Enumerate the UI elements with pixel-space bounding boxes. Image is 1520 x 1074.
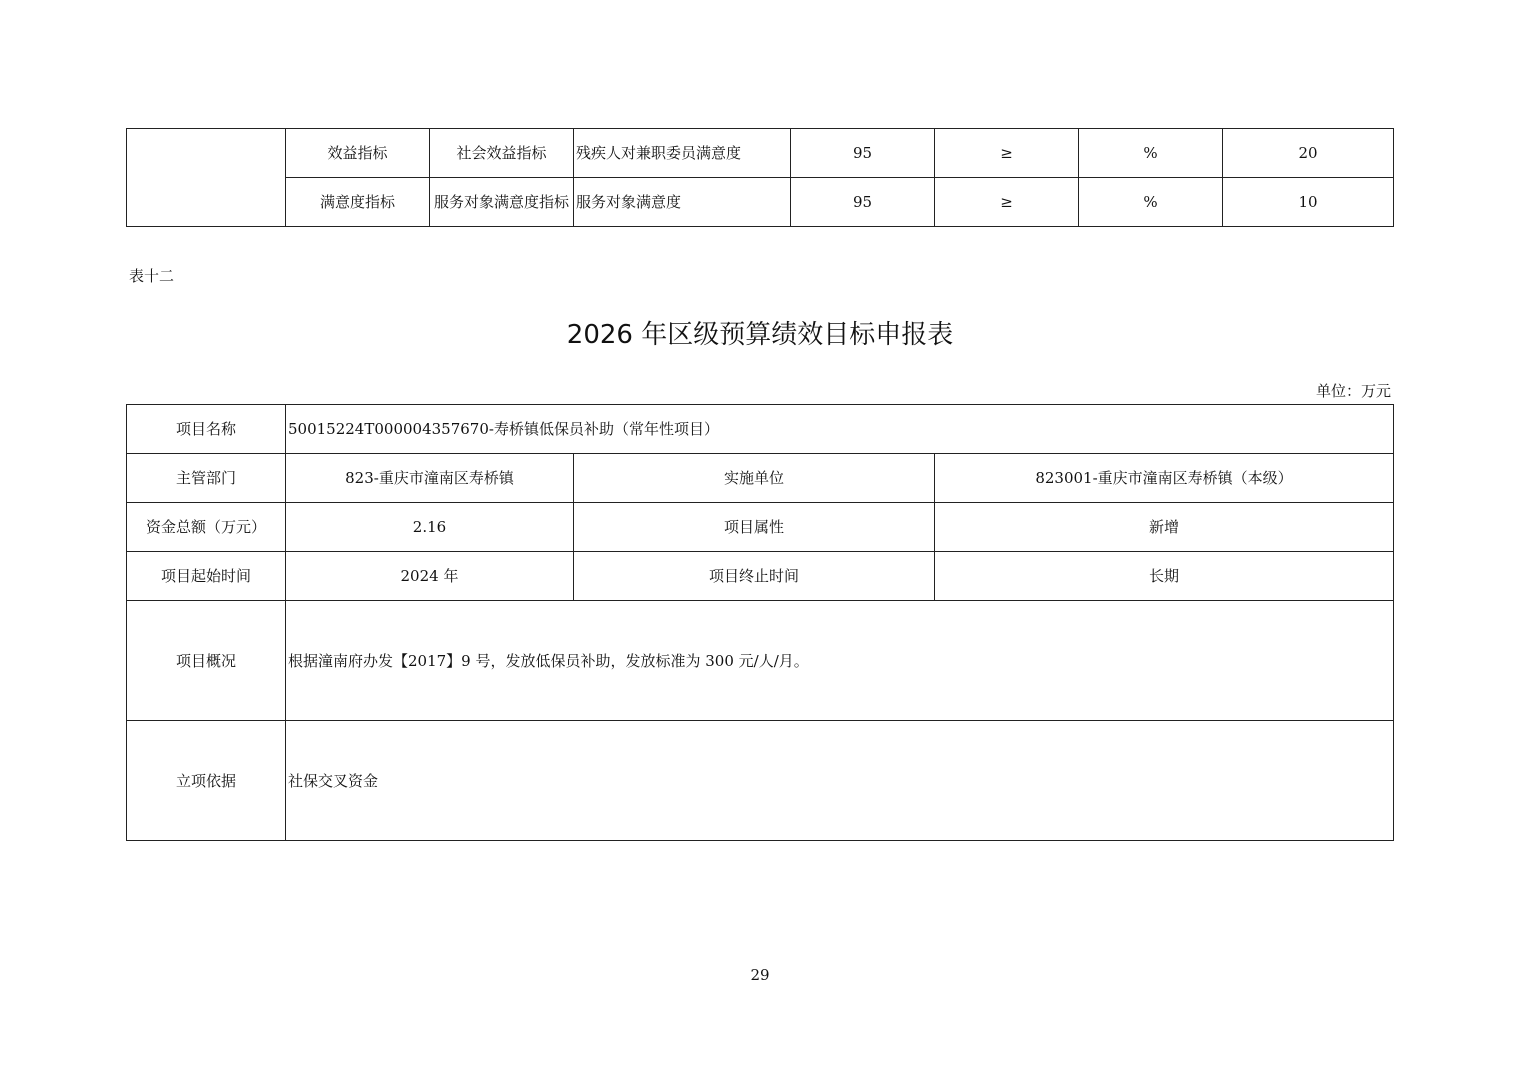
table-row [127, 552, 1394, 601]
blank-cell [127, 129, 286, 227]
start-time-value: 2024 年 [286, 552, 574, 601]
indicator-category: 满意度指标 [286, 178, 430, 227]
indicator-operator: ≥ [935, 178, 1079, 227]
indicator-weight: 10 [1223, 178, 1394, 227]
indicator-category: 效益指标 [286, 129, 430, 178]
indicator-operator: ≥ [935, 129, 1079, 178]
table-row [127, 405, 1394, 454]
indicator-subcategory: 服务对象满意度指标 [430, 178, 574, 227]
indicator-value: 95 [791, 178, 935, 227]
fund-total-value: 2.16 [286, 503, 574, 552]
budget-application-table [126, 404, 1394, 841]
indicator-name: 残疾人对兼职委员满意度 [574, 129, 791, 178]
indicator-value: 95 [791, 129, 935, 178]
table-row [127, 178, 1394, 227]
project-name-value: 50015224T000004357670-寿桥镇低保员补助（常年性项目） [286, 405, 1394, 454]
project-attribute-label: 项目属性 [574, 503, 935, 552]
basis-label: 立项依据 [127, 721, 286, 841]
indicator-subcategory: 社会效益指标 [430, 129, 574, 178]
table-row [127, 721, 1394, 841]
unit-label: 单位：万元 [1315, 382, 1391, 400]
indicator-name: 服务对象满意度 [574, 178, 791, 227]
table-row [127, 129, 1394, 178]
indicator-unit: % [1079, 129, 1223, 178]
overview-value: 根据潼南府办发【2017】9 号，发放低保员补助，发放标准为 300 元/人/月。 [286, 601, 1394, 721]
page-number: 29 [750, 966, 770, 984]
indicator-weight: 20 [1223, 129, 1394, 178]
project-attribute-value: 新增 [935, 503, 1394, 552]
department-label: 主管部门 [127, 454, 286, 503]
overview-label: 项目概况 [127, 601, 286, 721]
end-time-value: 长期 [935, 552, 1394, 601]
implementing-unit-label: 实施单位 [574, 454, 935, 503]
page-title: 2026 年区级预算绩效目标申报表 [566, 320, 954, 350]
indicator-unit: % [1079, 178, 1223, 227]
table-number: 表十二 [129, 267, 175, 285]
table-row [127, 601, 1394, 721]
basis-value: 社保交叉资金 [286, 721, 1394, 841]
implementing-unit-value: 823001-重庆市潼南区寿桥镇（本级） [935, 454, 1394, 503]
table-row [127, 454, 1394, 503]
table-row [127, 503, 1394, 552]
performance-indicator-table-continued [126, 128, 1394, 227]
start-time-label: 项目起始时间 [127, 552, 286, 601]
department-value: 823-重庆市潼南区寿桥镇 [286, 454, 574, 503]
project-name-label: 项目名称 [127, 405, 286, 454]
fund-total-label: 资金总额（万元） [127, 503, 286, 552]
end-time-label: 项目终止时间 [574, 552, 935, 601]
